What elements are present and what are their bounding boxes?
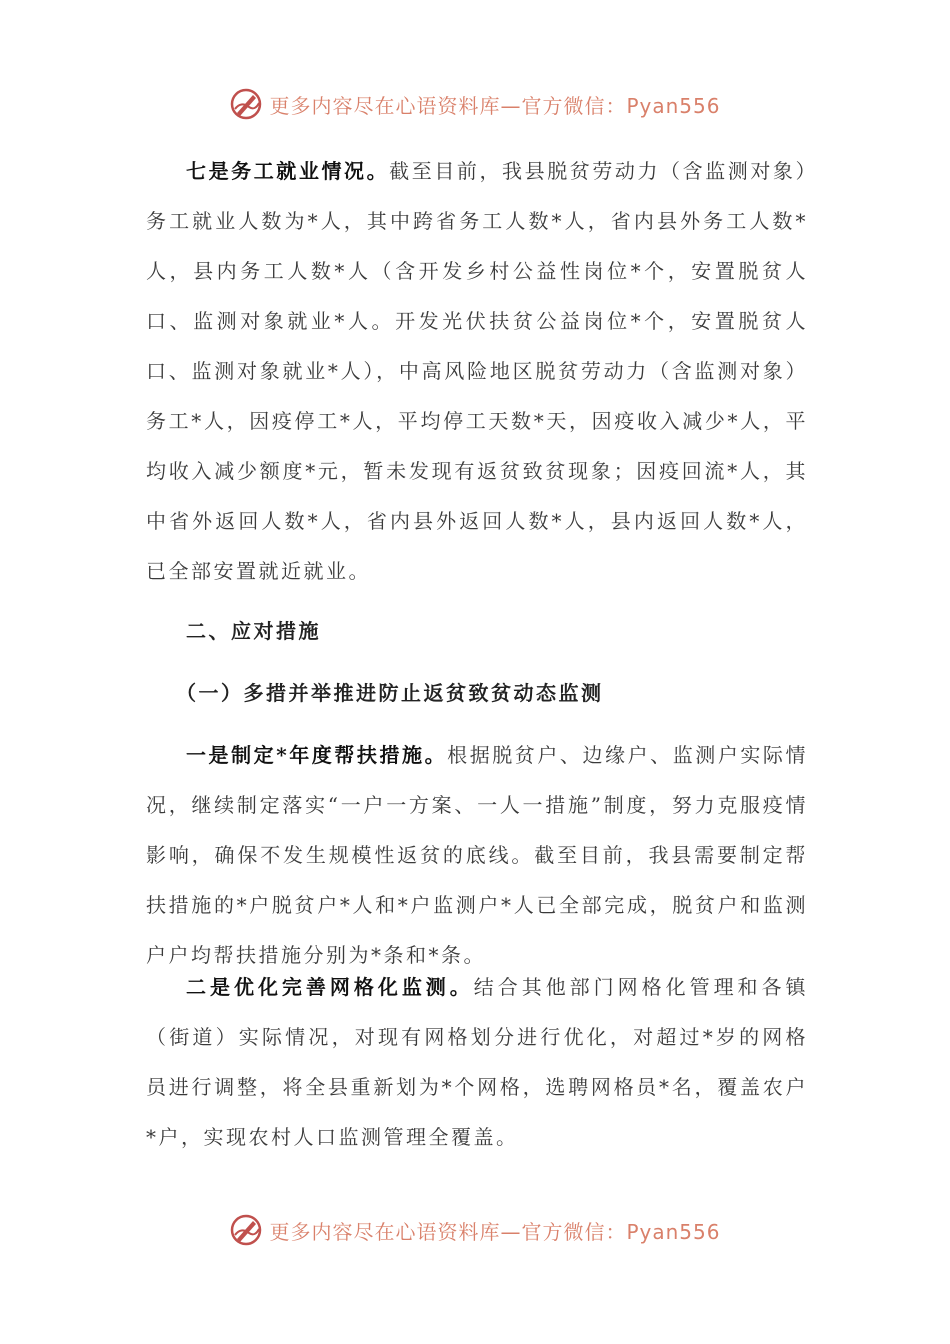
paragraph-body: 结合其他部门网格化管理和各镇（街道）实际情况，对现有网格划分进行优化，对超过*岁的网格员进行调整，将全县重新划为*个网格，选聘网格员*名，覆盖农户*户，实现农村人口监测管理全覆盖。 [146, 975, 809, 1149]
paragraph-grid-monitoring [146, 962, 808, 1162]
paragraph-lead: 二是优化完善网格化监测。 [186, 975, 474, 999]
paragraph-body: 根据脱贫户、边缘户、监测户实际情况，继续制定落实“一户一方案、一人一措施”制度，努力克服疫情影响，确保不发生规模性返贫的底线。截至目前，我县需要制定帮扶措施的*户脱贫户*人和*户监测户*人已全部完成，脱贫户和监测户户均帮扶措施分别为*条和*条。 [146, 743, 808, 967]
paragraph-lead: 一是制定*年度帮扶措施。 [186, 743, 448, 767]
subsection-heading: （一）多措并举推进防止返贫致贫动态监测 [176, 681, 604, 705]
paragraph-measures [146, 730, 808, 980]
watermark-footer [0, 1210, 950, 1250]
paragraph-employment [146, 146, 808, 596]
paragraph-body: 截至目前，我县脱贫劳动力（含监测对象）务工就业人数为*人，其中跨省务工人数*人，省内县外务工人数*人，县内务工人数*人（含开发乡村公益性岗位*个，安置脱贫人口、监测对象就业*人。开发光伏扶贫公益岗位*个，安置脱贫人口、监测对象就业*人），中高风险地区脱贫劳动力（含监测对象）务工*人，因疫停工*人，平均停工天数*天，因疫收入减少*人，平均收入减少额度*元，暂未发现有返贫致贫现象；因疫回流*人，其中省外返回人数*人，省内县外返回人数*人，县内返回人数*人，已全部安置就近就业。 [146, 159, 809, 583]
watermark-text: 更多内容尽在心语资料库—官方微信：Pyan556 [269, 93, 721, 118]
paragraph-lead: 七是务工就业情况。 [186, 159, 390, 183]
pen-swirl-icon [229, 1213, 263, 1247]
section-heading: 二、应对措施 [186, 619, 321, 643]
watermark-text: 更多内容尽在心语资料库—官方微信：Pyan556 [269, 1219, 721, 1244]
